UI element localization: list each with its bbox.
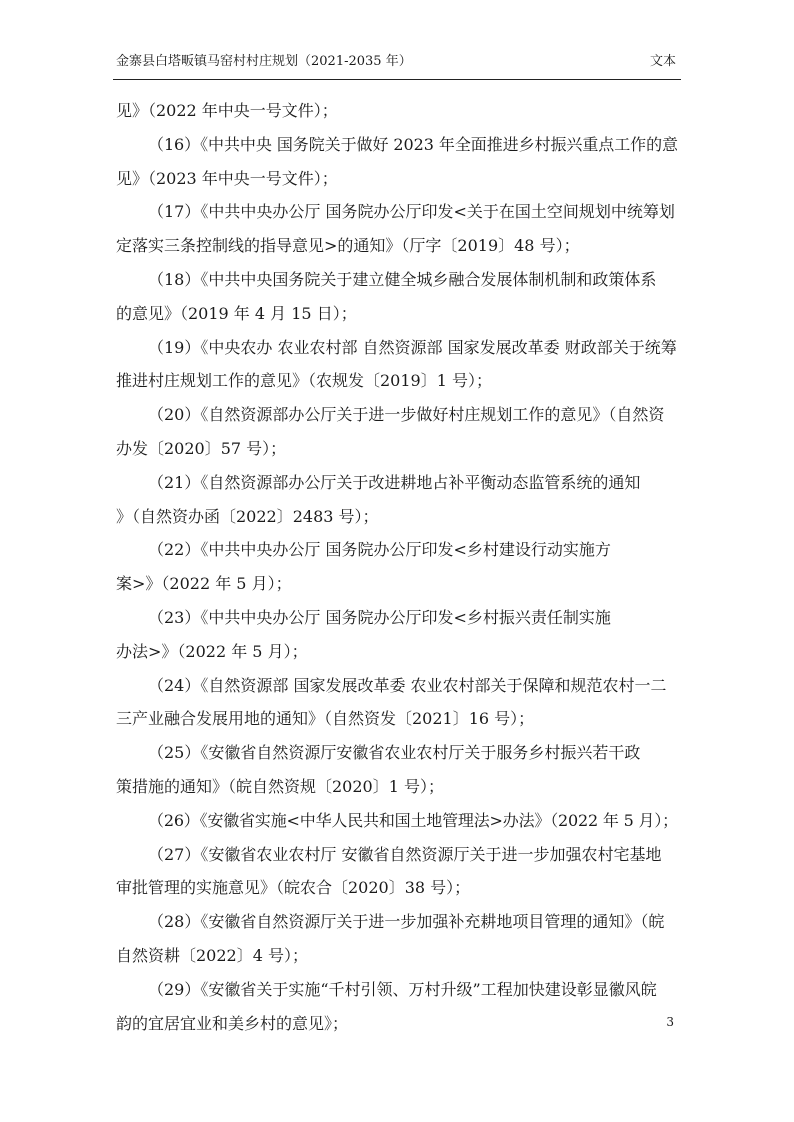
text-line: （21）《自然资源部办公厅关于改进耕地占补平衡动态监管系统的通知 — [148, 472, 641, 492]
text-line: 韵的宜居宜业和美乡村的意见》； — [116, 1013, 349, 1033]
text-line: 审批管理的实施意见》（皖农合〔2020〕38 号）； — [116, 878, 471, 898]
header-title: 金寨县白塔畈镇马窑村村庄规划（2021-2035 年） — [116, 54, 412, 69]
text-line: 策措施的通知》（皖自然资规〔2020〕1 号）； — [116, 776, 444, 796]
text-line: 推进村庄规划工作的意见》（农规发〔2019〕1 号）； — [116, 371, 492, 391]
text-line: 办发〔2020〕57 号）； — [116, 438, 287, 458]
text-line: 见》（2023 年中央一号文件）； — [116, 168, 338, 188]
header-doc-type: 文本 — [649, 54, 676, 69]
text-line: 定落实三条控制线的指导意见>的通知》（厅字〔2019〕48 号）； — [116, 236, 580, 256]
text-line: （23）《中共中央办公厅 国务院办公厅印发<乡村振兴责任制实施 — [148, 607, 611, 627]
header-divider — [113, 79, 681, 80]
page-header — [116, 54, 676, 70]
text-line: 办法>》（2022 年 5 月）； — [116, 641, 308, 661]
text-line: 的意见》（2019 年 4 月 15 日）； — [116, 303, 357, 323]
text-line: （25）《安徽省自然资源厅安徽省农业农村厅关于服务乡村振兴若干政 — [148, 743, 641, 763]
text-line: （16）《中共中央 国务院关于做好 2023 年全面推进乡村振兴重点工作的意 — [148, 134, 678, 154]
text-line: 自然资耕〔2022〕4 号）； — [116, 945, 308, 965]
text-line: （17）《中共中央办公厅 国务院办公厅印发<关于在国土空间规划中统筹划 — [148, 202, 675, 222]
text-line: 三产业融合发展用地的通知》（自然资发〔2021〕16 号）； — [116, 709, 535, 729]
document-body — [116, 94, 678, 1040]
text-line: （29）《安徽省关于实施“千村引领、万村升级”工程加快建设彰显徽风皖 — [148, 979, 657, 999]
text-line: （20）《自然资源部办公厅关于进一步做好村庄规划工作的意见》（自然资 — [148, 405, 665, 425]
text-line: （28）《安徽省自然资源厅关于进一步加强补充耕地项目管理的通知》（皖 — [148, 912, 665, 932]
text-line: 见》（2022 年中央一号文件）； — [116, 101, 338, 120]
text-line: 案>》（2022 年 5 月）； — [116, 574, 292, 594]
page-number: 3 — [666, 1015, 674, 1029]
text-line: （18）《中共中央国务院关于建立健全城乡融合发展体制机制和政策体系 — [148, 269, 657, 289]
text-line: （26）《安徽省实施<中华人民共和国土地管理法>办法》（2022 年 5 月）； — [148, 810, 678, 830]
text-line: （19）《中央农办 农业农村部 自然资源部 国家发展改革委 财政部关于统筹 — [148, 337, 677, 357]
text-line: （22）《中共中央办公厅 国务院办公厅印发<乡村建设行动实施方 — [148, 540, 611, 560]
text-line: 》（自然资办函〔2022〕2483 号）； — [116, 506, 379, 526]
text-line: （27）《安徽省农业农村厅 安徽省自然资源厅关于进一步加强农村宅基地 — [148, 844, 662, 864]
text-line: （24）《自然资源部 国家发展改革委 农业农村部关于保障和规范农村一二 — [148, 675, 667, 695]
